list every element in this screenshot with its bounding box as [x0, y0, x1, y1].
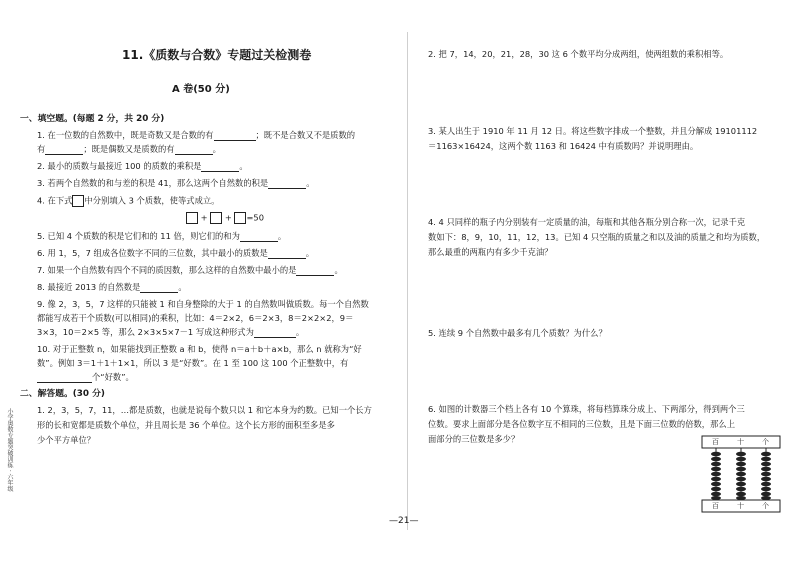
q4-equation-result: =50 [246, 212, 264, 223]
page-subtitle: A 卷(50 分) [172, 84, 230, 95]
abacus-bottom-label-tens: 十 [737, 502, 744, 510]
answer-box[interactable] [234, 212, 246, 224]
period: 。 [305, 248, 315, 259]
abacus-top-label-ones: 个 [762, 438, 769, 446]
question-10-line-1: 10. 对于正整数 n，如果能找到正整数 a 和 b，使得 n＝a＋b＋a×b，那么 n 就称为“好 [37, 344, 362, 354]
q1-text-a: 1. 在一位数的自然数中，既是奇数又是合数的有 [37, 130, 214, 141]
q10-text-3: 个“好数”。 [92, 372, 134, 383]
period: 。 [295, 327, 305, 338]
answer-box[interactable] [186, 212, 198, 224]
period: 。 [277, 231, 287, 242]
question-6 [37, 249, 314, 259]
solve-question-3-line-1: 3. 某人出生于 1910 年 11 月 12 日。将这些数字排成一个整数，并且分解成 19101112 [428, 126, 758, 136]
period: 。 [306, 178, 315, 189]
question-4-equation: + + =50 [186, 212, 264, 224]
abacus-top-label-hundreds: 百 [712, 438, 719, 446]
question-8 [37, 283, 187, 293]
question-9-line-1: 9. 像 2，3，5，7 这样的只能被 1 和自身整除的大于 1 的自然数叫做质数。每一个自然数 [37, 299, 369, 309]
solve-question-1-line-2: 形的长和宽都是质数个单位，并且周长是 36 个单位。这个长方形的面积至多是多 [37, 420, 335, 430]
question-10-line-2: 数”。例如 3＝1＋1＋1×1，所以 3 是“好数”。在 1 至 100 这 100 个正整数中，有 [37, 358, 349, 368]
q6-text: 6. 用 1，5，7 组成各位数字不同的三位数，其中最小的质数是 [37, 248, 268, 259]
q1-text-c: 有 [37, 144, 46, 155]
answer-blank[interactable] [140, 283, 178, 293]
question-9-line-2: 都能写成若干个质数(可以相同)的乘积，比如：4＝2×2，6＝2×3，8＝2×2×2，9＝ [37, 313, 354, 323]
q4-text-a: 4. 在下式 [37, 195, 73, 206]
q7-text: 7. 如果一个自然数有四个不同的质因数，那么这样的自然数中最小的是 [37, 265, 297, 276]
question-9-line-3 [37, 328, 304, 338]
answer-blank[interactable] [268, 249, 306, 259]
solve-question-3-line-2: ＝1163×16424，这两个数 1163 和 16424 中有质数吗？并说明理由。 [428, 141, 699, 151]
question-3 [37, 179, 315, 189]
solve-question-6-line-2: 位数。要求上面部分是各位数字互不相同的三位数，且是下面三位数的倍数，那么上 [428, 419, 735, 429]
answer-box[interactable] [210, 212, 222, 224]
solve-question-4-line-3: 那么最重的两瓶内有多少千克油？ [428, 247, 553, 257]
abacus-bottom-label-hundreds: 百 [712, 502, 719, 510]
solve-question-1-line-3: 少个平方单位？ [37, 435, 96, 445]
period: 。 [239, 161, 248, 172]
answer-blank[interactable] [201, 162, 239, 172]
page-number: —21— [389, 516, 419, 526]
period: 。 [178, 282, 187, 293]
abacus-figure [700, 434, 782, 514]
period: 。 [334, 265, 343, 276]
q1-text-e: 。 [212, 144, 221, 155]
answer-box[interactable] [72, 195, 84, 207]
column-divider [407, 32, 408, 530]
q1-text-d: ；既是偶数又是质数的有 [83, 144, 175, 155]
answer-blank[interactable] [254, 328, 296, 338]
page-title: 11.《质数与合数》专题过关检测卷 [122, 48, 312, 62]
question-10-line-3 [37, 373, 134, 383]
answer-blank[interactable] [240, 232, 278, 242]
solve-question-4-line-1: 4. 4 只同样的瓶子内分别装有一定质量的油，每瓶和其他各瓶分别合称一次，记录千克 [428, 217, 746, 227]
question-2 [37, 162, 248, 172]
answer-blank[interactable] [45, 145, 83, 155]
solve-question-2: 2. 把 7，14，20，21，28，30 这 6 个数平均分成两组，使两组数的乘积相等。 [428, 49, 729, 59]
question-1-line-1 [37, 131, 355, 141]
question-1-line-2 [37, 145, 221, 155]
q2-text: 2. 最小的质数与最接近 100 的质数的乘积是 [37, 161, 202, 172]
q1-text-b: ；既不是合数又不是质数的 [255, 130, 356, 141]
q3-text: 3. 若两个自然数的和与差的积是 41，那么这两个自然数的积是 [37, 178, 269, 189]
abacus-top-label-tens: 十 [737, 438, 744, 446]
solve-section-heading: 二、解答题。(30 分) [20, 389, 105, 399]
solve-question-6-line-1: 6. 如图的计数器三个档上各有 10 个算珠，将每档算珠分成上、下两部分，得到两个三 [428, 404, 745, 414]
solve-question-6-line-3: 面部分的三位数是多少？ [428, 434, 520, 444]
answer-blank[interactable] [37, 373, 92, 383]
fill-section-heading: 一、填空题。(每题 2 分，共 20 分) [20, 114, 165, 124]
answer-blank[interactable] [268, 179, 306, 189]
question-7 [37, 266, 343, 276]
solve-question-4-line-2: 数如下：8，9，10，11，12，13。已知 4 只空瓶的质量之和以及油的质量之和均为质数， [428, 232, 766, 242]
sidebar-vertical-text: 小学奥数专题突破训练 · 六年级 [6, 408, 13, 492]
solve-question-1-line-1: 1. 2，3，5，7，11，…都是质数，也就是说每个数只以 1 和它本身为约数。已知一个长方 [37, 405, 372, 415]
answer-blank[interactable] [175, 145, 213, 155]
q5-text: 5. 已知 4 个质数的积是它们和的 11 倍，则它们的和为 [37, 231, 240, 242]
solve-question-5: 5. 连续 9 个自然数中最多有几个质数？为什么？ [428, 328, 607, 338]
q9-text-3: 3×3，10＝2×5 等，那么 2×3×5×7－1 写成这种形式为 [37, 327, 254, 338]
abacus-bottom-label-ones: 个 [762, 502, 769, 510]
answer-blank[interactable] [296, 266, 334, 276]
question-4 [37, 195, 219, 207]
answer-blank[interactable] [214, 131, 256, 141]
question-5 [37, 232, 286, 242]
q4-text-b: 中分别填入 3 个质数，使等式成立。 [84, 195, 220, 206]
q8-text: 8. 最接近 2013 的自然数是 [37, 282, 141, 293]
